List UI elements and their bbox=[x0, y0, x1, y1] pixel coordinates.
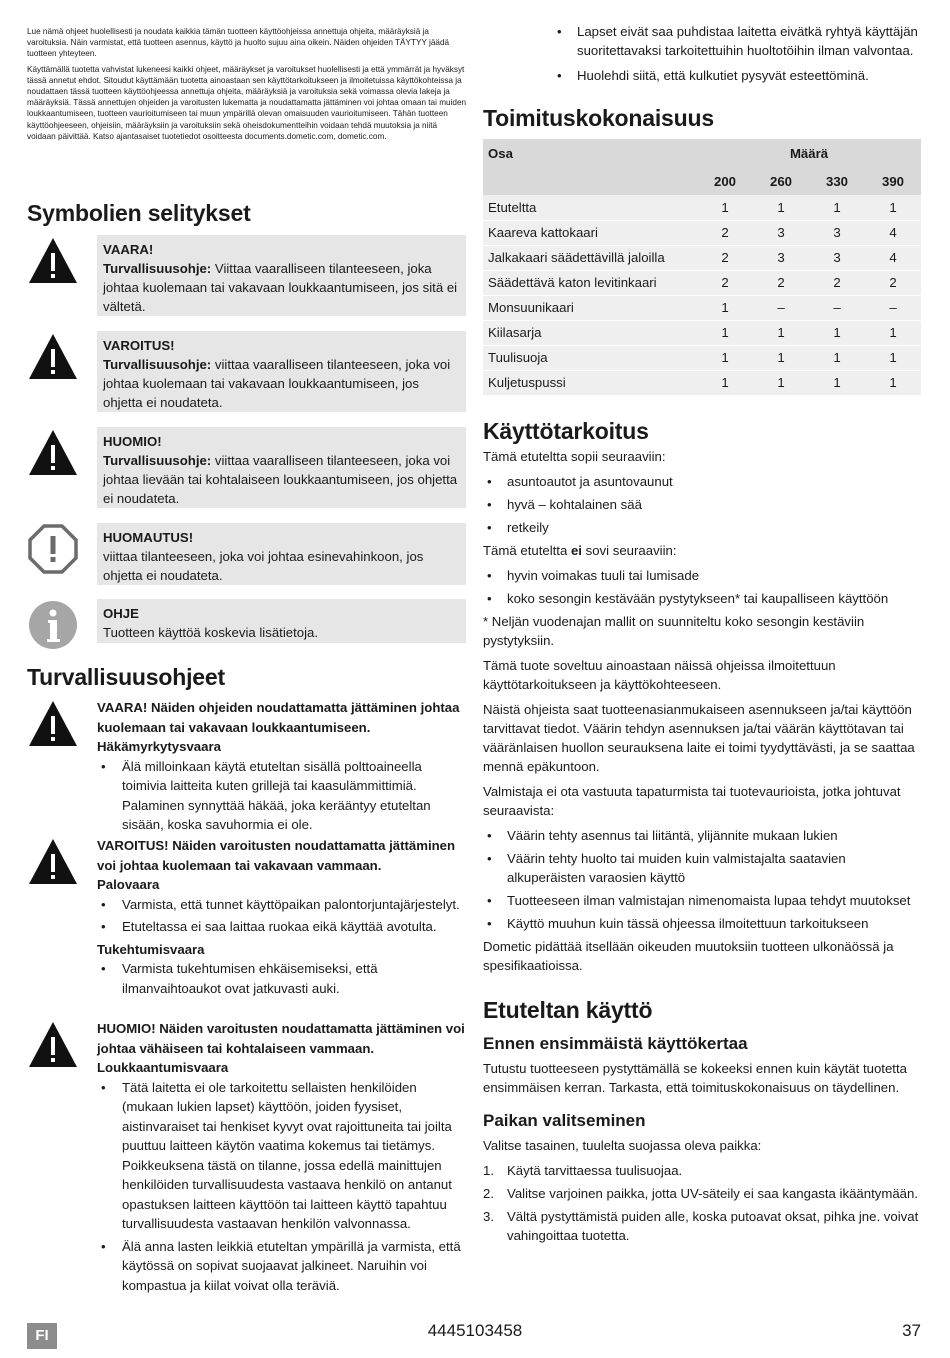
cell: 1 bbox=[697, 195, 753, 220]
caution-text bbox=[97, 1019, 467, 1298]
warning-text bbox=[97, 836, 467, 1001]
language-badge: FI bbox=[27, 1323, 57, 1349]
warning-head: VAROITUS! Näiden varoitusten noudattamatta jättäminen voi johtaa kuolemaan tai vakavaan vammaan. bbox=[97, 838, 456, 873]
symbol-bold: Turvallisuusohje: bbox=[103, 453, 212, 468]
cell: 2 bbox=[865, 270, 921, 295]
cell: 1 bbox=[865, 345, 921, 370]
usage-suits-list bbox=[483, 472, 923, 537]
symbol-text: Viittaa vaaralliseen tilanteeseen, joka johtaa kuolemaan tai vakavaan loukkaantumiseen, jos sitä ei vältetä. bbox=[103, 261, 458, 314]
document-code: 4445103458 bbox=[427, 1321, 523, 1340]
cell: 1 bbox=[809, 370, 865, 395]
warning-triangle-icon bbox=[27, 331, 79, 383]
list-item bbox=[483, 1161, 923, 1180]
symbol-label: HUOMIO! bbox=[103, 434, 162, 449]
table-row bbox=[483, 270, 921, 295]
danger-sub: Häkämyrkytysvaara bbox=[97, 739, 221, 754]
symbol-danger-box bbox=[97, 235, 466, 316]
caution-head: HUOMIO! Näiden varoitusten noudattamatta jättäminen voi johtaa vähäiseen tai kohtalaiseen vammaan. bbox=[97, 1021, 465, 1056]
symbol-warning-box bbox=[97, 331, 466, 412]
cell: 3 bbox=[753, 245, 809, 270]
symbol-text: viittaa vaaralliseen tilanteeseen, joka voi johtaa kuolemaan tai vakavaan loukkaantumiseen, jos ohjetta ei noudateta. bbox=[103, 357, 451, 410]
symbol-label: OHJE bbox=[103, 606, 139, 621]
step-text: Käytä tarvittaessa tuulisuojaa. bbox=[507, 1162, 683, 1178]
list-item: • Tätä laitetta ei ole tarkoitettu sellaisten henkilöiden (mukaan lukien lapset) käyttöön, joiden fyysiset, aistinvaraiset tai henkiset kyvyt ovat rajoittuneita tai joilta puuttuu laitteen käytön vaatima kokemus tai tietämys. Poikkeuksena tästä on tilanne, jossa edellä mainittujen henkilöiden turvallisuudesta vastaava henkilö on antanut opastuksen laitteen käyttöön tai laitteen käyttö tapahtuu turvallisuudesta vastaavan henkilön valvonnassa. bbox=[97, 1078, 467, 1234]
list-item: • hyvin voimakas tuuli tai lumisade bbox=[483, 566, 923, 585]
symbol-text: Tuotteen käyttöä koskevia lisätietoja. bbox=[103, 625, 319, 640]
cell: 1 bbox=[697, 345, 753, 370]
list-item: • Väärin tehty huolto tai muiden kuin valmistajalta saatavien alkuperäisten varaosien käyttö bbox=[483, 849, 923, 887]
model-330: 330 bbox=[809, 167, 865, 195]
list-item: • retkeily bbox=[483, 518, 923, 537]
cell: 1 bbox=[753, 370, 809, 395]
symbol-bold: Turvallisuusohje: bbox=[103, 261, 212, 276]
page-number: 37 bbox=[902, 1321, 921, 1340]
cell: 1 bbox=[865, 370, 921, 395]
list-item: • Varmista tukehtumisen ehkäisemiseksi, että ilmanvaihtoaukot ovat jatkuvasti auki. bbox=[97, 959, 467, 998]
table-row bbox=[483, 295, 921, 320]
intro-paragraph-2: Käyttämällä tuotetta vahvistat lukeneesi kaikki ohjeet, määräykset ja varoitukset huolellisesti ja että ymmärrät ja hyväksyt tässä annetut ehdot. Sitoudut käyttämään tuotetta ainoastaan sen käyttötarkoitukseen ja ilmoitetuissa käyttökohteissa ja noudattaen tässä tuotteen käyttöohjeessa annettuja ohjeita, määräyksiä ja varoituksia sekä voimassa olevia lakeja ja määräyksiä. Tässä annettujen ohjeiden ja varoitusten lukematta ja noudattamatta jättäminen voi johtaa omaan tai muiden loukkaantumiseen, tuotteen vaurioitumiseen tai muun ympärillä olevan omaisuuden vaurioitumiseen. Tähän tuotteen käyttöohjeeseen, ohjeisiin, määräyksiin ja varoituksiin sekä oheisdokumentteihin voidaan tehdä muutoksia ja niitä voidaan päivittää. Katso ajantasaiset tuotetiedot osoitteesta documents.dometic.com, dometic.com. bbox=[27, 64, 467, 141]
table-row bbox=[483, 370, 921, 395]
cell: 1 bbox=[865, 195, 921, 220]
first-use-heading: Ennen ensimmäistä käyttökertaa bbox=[483, 1033, 748, 1053]
table-row bbox=[483, 195, 921, 220]
octagon-exclamation-icon bbox=[27, 523, 79, 575]
list-item: • Älä anna lasten leikkiä etuteltan ympärillä ja varmista, että käytössä on sopivat suojaavat jalkineet. Naruihin voi kompastua ja kiilat voivat olla teräviä. bbox=[97, 1237, 467, 1296]
cell: – bbox=[753, 295, 809, 320]
warning-triangle-icon bbox=[27, 836, 79, 888]
list-item: • hyvä – kohtalainen sää bbox=[483, 495, 923, 514]
cell: – bbox=[809, 295, 865, 320]
usage-footnote: * Neljän vuodenajan mallit on suunniteltu koko sesongin kestäviin pystytyksiin. bbox=[483, 613, 865, 648]
cell: 1 bbox=[753, 345, 809, 370]
cell: Jalkakaari säädettävillä jaloilla bbox=[483, 245, 697, 270]
table-row bbox=[483, 245, 921, 270]
usage-p3: Valmistaja ei ota vastuuta tapaturmista tai tuotevaurioista, jotka johtuvat seuraavista: bbox=[483, 783, 901, 818]
cell: 4 bbox=[865, 220, 921, 245]
list-item: • Lapset eivät saa puhdistaa laitetta eivätkä ryhtyä käyttäjän suoritettavaksi tarkoitettuihin huoltotöihin ilman valvontaa. bbox=[553, 22, 923, 60]
cell: 2 bbox=[753, 270, 809, 295]
site-text: Valitse tasainen, tuulelta suojassa oleva paikka: bbox=[483, 1137, 762, 1153]
usage-not-list bbox=[483, 566, 923, 608]
info-circle-icon bbox=[27, 599, 79, 651]
cell: 1 bbox=[697, 295, 753, 320]
step-text: Vältä pystyttämistä puiden alle, koska putoavat oksat, pihka jne. voivat vahingoittaa tuotetta. bbox=[507, 1208, 919, 1243]
danger-head: VAARA! Näiden ohjeiden noudattamatta jättäminen johtaa kuolemaan tai vakavaan loukkaantumiseen. bbox=[97, 700, 460, 735]
right-top-list bbox=[553, 22, 923, 85]
list-item: • Huolehdi siitä, että kulkutiet pysyvät esteettöminä. bbox=[553, 66, 923, 85]
list-item: • Tuotteeseen ilman valmistajan nimenomaista lupaa tehdyt muutokset bbox=[483, 891, 923, 910]
cell: 4 bbox=[865, 245, 921, 270]
list-item bbox=[483, 1184, 923, 1203]
step-number: 1. bbox=[483, 1162, 494, 1178]
symbol-warning bbox=[27, 331, 467, 411]
site-heading: Paikan valitseminen bbox=[483, 1110, 646, 1130]
cell: – bbox=[865, 295, 921, 320]
symbol-caution bbox=[27, 427, 467, 507]
cell: Kuljetuspussi bbox=[483, 370, 697, 395]
warning-triangle-icon bbox=[27, 235, 79, 287]
delivery-heading: Toimituskokonaisuus bbox=[483, 105, 714, 131]
first-use-text: Tutustu tuotteeseen pystyttämällä se kokeeksi ennen kuin käytät tuotetta ensimmäisen kerran. Tarkasta, että toimituskokonaisuus on täydellinen. bbox=[483, 1060, 907, 1095]
symbol-danger bbox=[27, 235, 467, 315]
usage-not-suits bbox=[483, 541, 923, 560]
symbol-notice-box bbox=[97, 523, 466, 585]
cell: Kiilasarja bbox=[483, 320, 697, 345]
text-part: Tämä etuteltta bbox=[483, 542, 571, 558]
cell: 1 bbox=[809, 345, 865, 370]
delivery-table bbox=[483, 139, 921, 396]
danger-text bbox=[97, 698, 467, 838]
cell: Tuulisuoja bbox=[483, 345, 697, 370]
list-item: • Käyttö muuhun kuin tässä ohjeessa ilmoitettuun tarkoitukseen bbox=[483, 914, 923, 933]
cell: 3 bbox=[809, 245, 865, 270]
cell: Monsuunikaari bbox=[483, 295, 697, 320]
usage-p1: Tämä tuote soveltuu ainoastaan näissä ohjeissa ilmoitettuun käyttötarkoitukseen ja käyttökohteeseen. bbox=[483, 657, 836, 692]
intro-text bbox=[27, 26, 467, 146]
list-item: • koko sesongin kestävään pystytykseen* tai kaupalliseen käyttöön bbox=[483, 589, 923, 608]
warning-triangle-icon bbox=[27, 1019, 79, 1071]
list-item: • Älä milloinkaan käytä etuteltan sisällä polttoaineella toimivia laitteita kuten grillejä tai kaasulämmittimiä. Palaminen synnyttää häkää, joka kerääntyy etuteltan sisään, koska savuhormia ei ole. bbox=[97, 757, 467, 835]
intro-paragraph-1: Lue nämä ohjeet huolellisesti ja noudata kaikkia tämän tuotteen käyttöohjeissa annettuja ohjeita, määräyksiä ja varoituksia. Näin varmistat, että tuotteen asennus, käyttö ja huolto sujuu aina oikein. Näiden ohjeiden TÄYTYY jäädä tuotteen yhteyteen. bbox=[27, 27, 450, 59]
cell: 1 bbox=[697, 370, 753, 395]
warning-triangle-icon bbox=[27, 427, 79, 479]
symbol-caution-box bbox=[97, 427, 466, 508]
list-item: • Etuteltassa ei saa laittaa ruokaa eikä käyttää avotulta. bbox=[97, 917, 467, 937]
cell: 1 bbox=[697, 320, 753, 345]
symbol-text: viittaa tilanteeseen, joka voi johtaa esinevahinkoon, jos ohjetta ei noudateta. bbox=[103, 549, 424, 583]
cell: 2 bbox=[697, 270, 753, 295]
text-part: sovi seuraaviin: bbox=[581, 542, 677, 558]
table-row bbox=[483, 220, 921, 245]
symbol-label: VAROITUS! bbox=[103, 338, 175, 353]
cell: 1 bbox=[865, 320, 921, 345]
symbols-heading: Symbolien selitykset bbox=[27, 200, 251, 226]
list-item: • Varmista, että tunnet käyttöpaikan palontorjuntajärjestelyt. bbox=[97, 895, 467, 915]
site-steps bbox=[483, 1161, 923, 1245]
usage-heading: Käyttötarkoitus bbox=[483, 417, 649, 444]
cell: 2 bbox=[809, 270, 865, 295]
symbol-notice bbox=[27, 523, 467, 603]
symbol-bold: Turvallisuusohje: bbox=[103, 357, 212, 372]
step-text: Valitse varjoinen paikka, jotta UV-säteily ei saa kangasta ikääntymään. bbox=[507, 1185, 918, 1201]
symbol-text: viittaa vaaralliseen tilanteeseen, joka voi johtaa lievään tai kohtalaiseen loukkaantumiseen, jos ohjetta ei noudateta. bbox=[103, 453, 458, 506]
symbol-label: HUOMAUTUS! bbox=[103, 530, 194, 545]
cell: 1 bbox=[753, 320, 809, 345]
cell: 1 bbox=[753, 195, 809, 220]
cell: Etuteltta bbox=[483, 195, 697, 220]
table-row bbox=[483, 320, 921, 345]
symbol-info-box bbox=[97, 599, 466, 643]
table-row bbox=[483, 345, 921, 370]
list-item bbox=[483, 1207, 923, 1245]
caution-sub: Loukkaantumisvaara bbox=[97, 1060, 229, 1075]
warning-sub-suffocation: Tukehtumisvaara bbox=[97, 941, 205, 957]
cell: 1 bbox=[809, 320, 865, 345]
cell: 2 bbox=[697, 245, 753, 270]
symbol-label: VAARA! bbox=[103, 242, 154, 257]
col-qty: Määrä bbox=[697, 139, 921, 167]
cell: 1 bbox=[809, 195, 865, 220]
warning-sub-fire: Palovaara bbox=[97, 877, 160, 892]
model-200: 200 bbox=[697, 167, 753, 195]
cell: 3 bbox=[753, 220, 809, 245]
cell: Säädettävä katon levitinkaari bbox=[483, 270, 697, 295]
usage-p2: Näistä ohjeista saat tuotteenasianmukaiseen asennukseen ja/tai käyttöön tarvittavat tiedot. Väärin tehdyn asennuksen ja/tai väärän käyttötavan tai vääränlaisen huollon seurauksena laite ei toimi tyydyttävästi, ja se saattaa mennä epäkuntoon. bbox=[483, 701, 915, 774]
list-item: • Väärin tehty asennus tai liitäntä, ylijännite mukaan lukien bbox=[483, 826, 923, 845]
model-390: 390 bbox=[865, 167, 921, 195]
safety-heading: Turvallisuusohjeet bbox=[27, 664, 225, 690]
liability-list bbox=[483, 826, 923, 933]
usage-suits: Tämä etuteltta sopii seuraaviin: bbox=[483, 448, 666, 464]
col-part: Osa bbox=[483, 139, 697, 167]
usage-p4: Dometic pidättää itsellään oikeuden muutoksiin tuotteen ulkonäössä ja spesifikaatioissa. bbox=[483, 938, 894, 973]
list-item: • asuntoautot ja asuntovaunut bbox=[483, 472, 923, 491]
model-260: 260 bbox=[753, 167, 809, 195]
cell: 3 bbox=[809, 220, 865, 245]
warning-triangle-icon bbox=[27, 698, 79, 750]
use-heading: Etuteltan käyttö bbox=[483, 996, 653, 1023]
cell: Kaareva kattokaari bbox=[483, 220, 697, 245]
text-bold: ei bbox=[570, 542, 582, 558]
cell: 2 bbox=[697, 220, 753, 245]
right-column bbox=[483, 22, 923, 1249]
step-number: 3. bbox=[483, 1208, 494, 1224]
step-number: 2. bbox=[483, 1185, 494, 1201]
